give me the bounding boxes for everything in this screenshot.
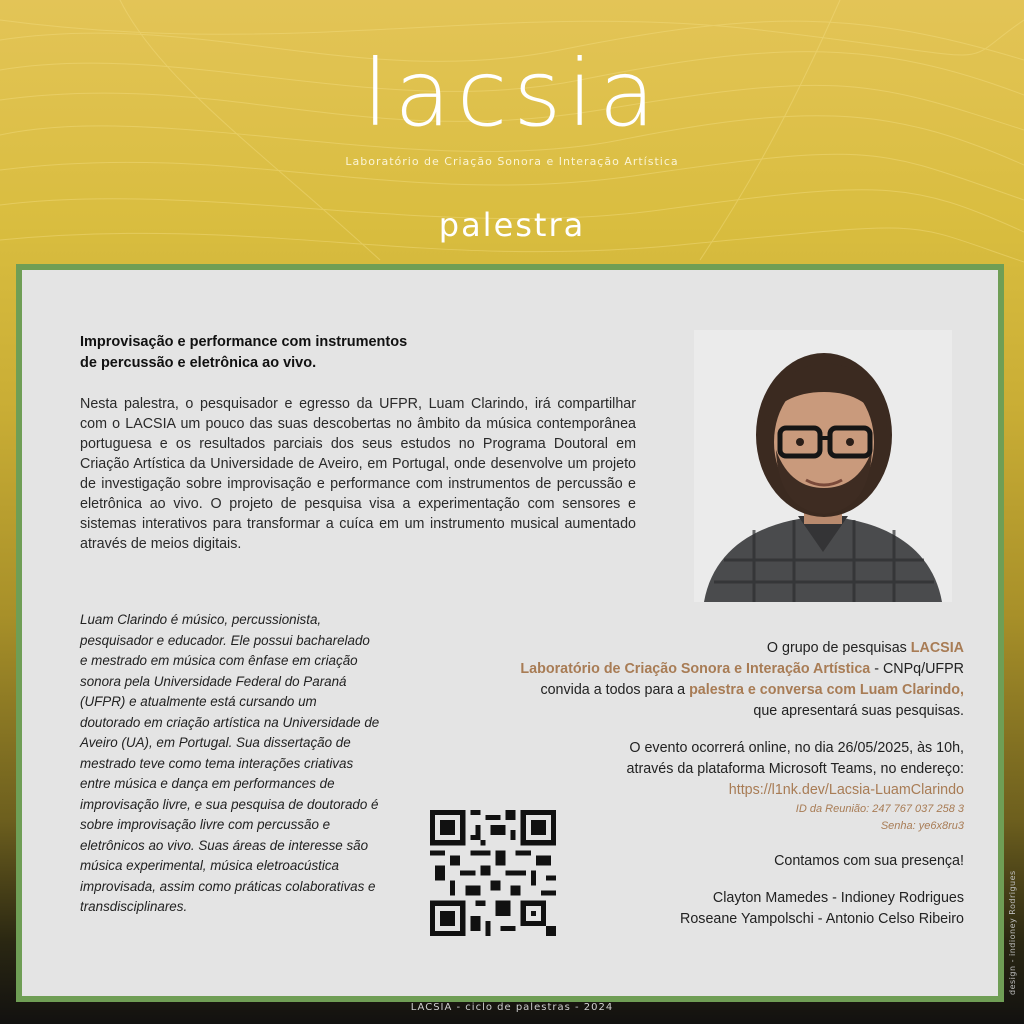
speaker-portrait-illustration [694,330,952,602]
invite-line-3 [444,680,964,701]
invite-line-1 [444,638,964,659]
event-details-line-1: O evento ocorrerá online, no dia 26/05/2025, às 10h, [629,740,964,756]
design-credit: design - indioney Rodrigues [1008,870,1017,995]
invite-text: convida a todos para a [540,682,690,698]
talk-abstract: Nesta palestra, o pesquisador e egresso da UFPR, Luam Clarindo, irá compartilhar com o LACSIA um pouco das suas descobertas no âmbito da música contemporânea portuguesa e os resultados parciais dos seus estudos no Programa Doutoral em Criação Artística da Universidade de Aveiro, em Portugal, onde desenvolve um projeto de investigação sobre improvisação e performance com instrumentos de percussão e eletrônica ao vivo. O projeto de pesquisa visa a experimentação com sensores e sistemas interativos para transformar a cuíca em um instrumento musical aumentado através de meios digitais. [80,396,636,552]
qr-code-icon[interactable] [430,810,556,936]
meeting-link[interactable]: https://l1nk.dev/Lacsia-LuamClarindo [728,782,964,798]
lacsia-logo: lacsia [362,40,662,147]
event-type: palestra [438,206,586,244]
invite-line-4: que apresentará suas pesquisas. [753,703,964,719]
invite-line-2 [444,659,964,680]
content-panel [16,264,1004,1002]
speaker-photo [694,330,952,602]
organizers-line-1: Clayton Mamedes - Indioney Rodrigues [712,890,964,906]
lab-suffix: - CNPq/UFPR [870,661,964,677]
speaker-bio: Luam Clarindo é músico, percussionista, pesquisador e educador. Ele possui bacharelado e mestrado em música com ênfase em criação sonora pela Universidade Federal do Paraná (UFPR) e atualmente está cursando um doutorado em criação artística na Universidade de Aveiro (UA), em Portugal. Sua dissertação de mestrado teve como tema interações criativas entre música e dança em performances de improvisação livre, e sua pesquisa de doutorado é sobre improvisação livre com percussão e eletrônicos ao vivo. Suas áreas de interesse são música experimental, música eletroacústica improvisada, assim como práticas colaborativas e transdisciplinares. [80,612,380,914]
talk-title [80,332,500,374]
meeting-id: ID da Reunião: 247 767 037 258 3 [795,803,964,815]
organizers-line-2: Roseane Yampolschi - Antonio Celso Ribeiro [680,911,964,927]
invite-prefix: O grupo de pesquisas [766,640,911,656]
closing-line: Contamos com sua presença! [774,853,964,869]
meeting-password: Senha: ye6x8ru3 [880,820,964,832]
talk-title-line-2: de percussão e eletrônica ao vivo. [80,355,317,371]
lab-subtitle: Laboratório de Criação Sonora e Interação Artística [345,155,679,168]
footer-text: LACSIA - ciclo de palestras - 2024 [410,1002,614,1013]
talk-highlight: palestra e conversa com Luam Clarindo, [689,682,964,698]
event-details-line-2: através da plataforma Microsoft Teams, no endereço: [626,761,964,777]
lab-name: Laboratório de Criação Sonora e Interação Artística [520,661,871,677]
header [0,0,1024,260]
group-name: LACSIA [910,640,964,656]
talk-title-line-1: Improvisação e performance com instrumentos [80,334,408,350]
